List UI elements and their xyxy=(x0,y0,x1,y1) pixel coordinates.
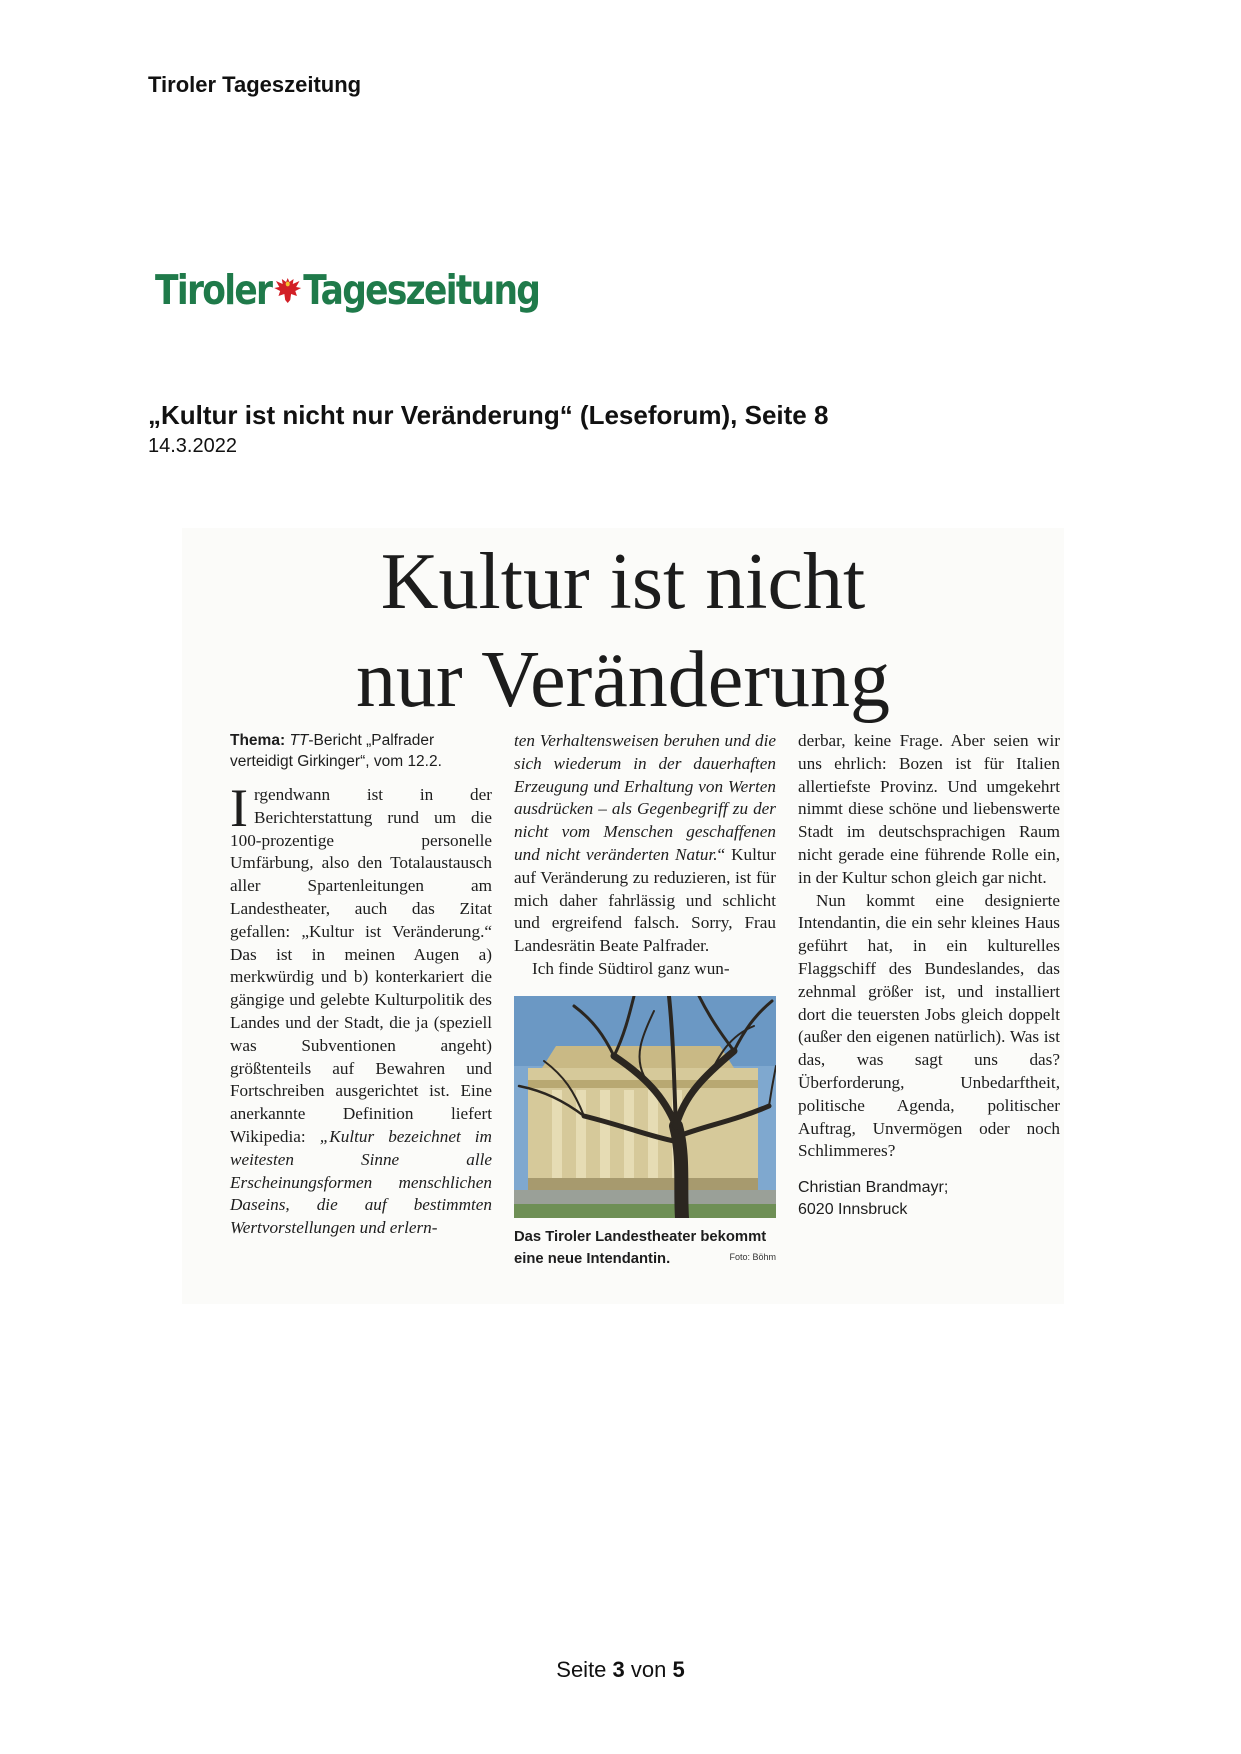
photo-caption-text: Das Tiroler Landestheater bekommt eine neue Intendantin. xyxy=(514,1228,767,1267)
thema-label: Thema: xyxy=(230,732,286,749)
logo-text-right: Tageszeitung xyxy=(303,266,540,314)
column-2-italic-quote: ten Verhaltensweisen beruhen und die sich wiederum in der dauerhaften Erzeugung und Erhaltung von Werten ausdrücken – als Gegenbegriff zu der nicht vom Menschen geschaffenen und nicht veränderten Natur. xyxy=(514,731,776,864)
column-1-text: rgendwann ist in der Berichterstattung rund um die 100-prozentige personelle Umfärbung, also den Totalaustausch aller Spartenleitungen am Landestheater, auch das Zitat gefallen: „Kultur ist Veränderung.“ Das ist in meinen Augen a) merkwürdig und b) konterkariert die gängige und gelebte Kulturpolitik des Landes und der Stadt, die ja (speziell was Subventionen angeht) größtenteils auf Bewahren und Fortschreiben ausgerichtet ist. Eine anerkannte Definition liefert Wikipedia: xyxy=(230,785,492,1146)
column-1-paragraph xyxy=(230,778,492,1240)
tyrolean-eagle-icon xyxy=(273,275,302,305)
column-2-paragraph-2: Ich finde Südtirol ganz wun- xyxy=(532,958,730,978)
article-column-3 xyxy=(798,730,1060,1221)
headline-line-2: nur Veränderung xyxy=(356,636,890,724)
author-name: Christian Brandmayr; xyxy=(798,1179,949,1197)
article-column-1 xyxy=(230,730,492,1240)
footer-page-total: 5 xyxy=(672,1657,685,1682)
photo-caption xyxy=(514,1226,776,1270)
thema-text: -Bericht „Palfrader verteidigt Girkinger“, vom 12.2. xyxy=(230,732,442,770)
thema-line xyxy=(230,730,492,772)
drop-cap: I xyxy=(230,778,248,838)
newspaper-clipping xyxy=(182,528,1064,1304)
column-3-paragraph-2: Nun kommt eine designierte Intendantin, die ein sehr kleines Haus geführt hat, in ein kulturelles Flaggschiff des Bundeslandes, das zehnmal größer ist, und installiert dort die teuersten Jobs gleich doppelt (außer den eigenen natürlich). Was ist das, was sagt uns das? Überforderung, Unbedarftheit, politische Agenda, politischer Auftrag, Unvermögen oder noch Schlimmeres? xyxy=(798,890,1060,1161)
footer-page-number: 3 xyxy=(612,1657,625,1682)
author-place: 6020 Innsbruck xyxy=(798,1201,908,1219)
document-title: „Kultur ist nicht nur Veränderung“ (Leseforum), Seite 8 xyxy=(148,400,829,430)
column-3-paragraph: derbar, keine Frage. Aber seien wir uns ehrlich: Bozen ist für Italien allertiefste Provinz. Und umgekehrt nimmt diese schöne und liebenswerte Stadt im deutschsprachigen Raum nicht gerade eine führende Rolle ein, in der Kultur schon gleich gar nicht. xyxy=(798,731,1060,887)
publication-header: Tiroler Tageszeitung xyxy=(148,72,362,97)
author-signature xyxy=(798,1177,1060,1221)
column-1-italic-quote: „Kultur bezeichnet im weitesten Sinne alle Erscheinungsformen menschlichen Daseins, die auf bestimmten Wertvorstellungen und erlern- xyxy=(230,1126,492,1238)
newspaper-logo xyxy=(155,262,539,318)
page-footer xyxy=(0,1657,1241,1683)
theater-photo xyxy=(514,996,776,1218)
headline-line-1: Kultur ist nicht xyxy=(380,538,866,626)
thema-tt: TT xyxy=(289,732,309,749)
column-2-text: “ Kultur auf Veränderung zu reduzieren, ist für mich daher fahrlässig und schlicht und ergreifend falsch. Sorry, Frau Landesrätin Beate Palfrader. xyxy=(514,844,776,956)
column-2-paragraph xyxy=(514,730,776,958)
document-date: 14.3.2022 xyxy=(148,435,237,457)
logo-text-left: Tiroler xyxy=(155,266,272,314)
photo-credit: Foto: Böhm xyxy=(729,1251,776,1262)
footer-prefix: Seite xyxy=(556,1657,613,1682)
article-column-2 xyxy=(514,730,776,1270)
footer-middle: von xyxy=(624,1657,673,1682)
